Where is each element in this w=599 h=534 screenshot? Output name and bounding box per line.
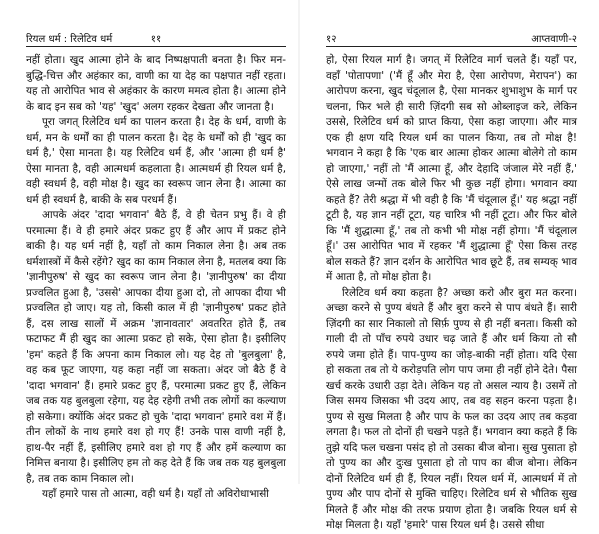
left-paragraph-1: नहीं होता। खुद आत्मा होने के बाद निष्पक्षपाती बनता है। फिर मन-बुद्धि-चित्त और अहंकार का, वाणी का या देह का पक्षपात नहीं रहता। यह तो आरोपित भाव से अहंकार के कारण ममत्व होता है। आत्मा होने के बाद इन सब को 'यह' 'खुद' अलग रहकर देखता और जानता है। [26, 54, 286, 113]
left-header-title: रियल धर्म : रिलेटिव धर्म [26, 34, 113, 45]
left-paragraph-4: यहाँ हमारे पास तो आत्मा, वही धर्म है। यहाँ तो अविरोधाभासी [42, 488, 269, 500]
left-paragraph-3: आपके अंदर 'दादा भगवान' बैठे हैं, वे ही चेतन प्रभु हैं। वे ही परमात्मा हैं। वे ही हमारे अंदर प्रकट हुए हैं और आप में प्रकट होने बाकी है। यह धर्म नहीं है, यहाँ तो काम निकाल लेना है। अब तक धर्मशास्त्रों में कैसे रहेंगे? खुद का काम निकाल लेना है, मतलब क्या कि 'ज्ञानीपुरुष' से खुद का स्वरूप जान लेना है। 'ज्ञानीपुरुष' का दीया प्रज्वलित हुआ है, 'उससे' आपका दीया हुआ दो, तो आपका दीया भी प्रज्वलित हो जाए। यह तो, किसी काल में ही 'ज्ञानीपुरुष' प्रकट होते हैं, दस लाख सालों में अक्रम 'ज्ञानावतार' अवतरित होते हैं, तब फटाफट मैं ही खुद का आत्मा प्रकट हो सके, ऐसा होता है। इसीलिए 'हम' कहते हैं कि अपना काम निकाल लो। यह देह तो 'बुलबुला' है, वह कब फूट जाएगा, यह कहा नहीं जा सकता। अंदर जो बैठे हैं वे 'दादा भगवान' हैं। हमारे प्रकट हुए हैं, परमात्मा प्रकट हुए हैं, लेकिन जब तक यह बुलबुला रहेगा, यह देह रहेगी तभी तक लोगों का कल्याण हो सकेगा। क्योंकि अंदर प्रकट हो चुके 'दादा भगवान' हमारे वश में हैं। तीन लोकों के नाथ हमारे वश हो गए हैं! उनके पास वाणी नहीं है, हाथ-पैर नहीं हैं, इसीलिए हमारे वश हो गए हैं और हमें कल्याण का निमित्त बनाया है। इसीलिए हम तो कह देते हैं कि जब तक यह बुलबुला है, तब तक काम निकाल लो। [26, 209, 286, 485]
book-gutter [298, 0, 300, 484]
right-page [303, 0, 599, 531]
left-page-header [26, 29, 286, 47]
right-page-number: १२ [326, 34, 337, 45]
left-page [0, 0, 296, 500]
left-paragraph-2: पूरा जगत् रिलेटिव धर्म का पालन करता है। देह के धर्म, वाणी के धर्म, मन के धर्मों का ही पालन करता है। देह के धर्मों को ही 'खुद का धर्म है,' ऐसा मानता है। यह रिलेटिव धर्म हैं, और 'आत्मा ही धर्म है' ऐसा मानता है, वही आत्मधर्म कहलाता है। आत्मधर्म ही रियल धर्म है, वही स्वधर्म है, वही मोक्ष है। खुद का स्वरूप जान लेना है। आत्मा का धर्म ही स्वधर्म है, बाकी के सब परधर्म हैं। [26, 116, 286, 206]
right-paragraph-1: हो, ऐसा रियल मार्ग है। जगत् में रिलेटिव मार्ग चलते हैं। यहाँ पर, वहाँ 'पोतापणा' ('मैं हूँ और मेरा है, ऐसा आरोपण, मेरापन') का आरोपण करना, खुद चंदूलाल है, ऐसा मानकर शुभाशुभ के मार्ग पर चलना, फिर भले ही सारी ज़िंदगी सब सो ओब्लाइज करे, लेकिन उससे, रिलेटिव धर्म को प्राप्त किया, ऐसा कहा जाएगा। और मात्र एक ही क्षण यदि रियल धर्म का पालन किया, तब तो मोक्ष है! भगवान ने कहा है कि 'एक बार आत्मा होकर आत्मा बोलेगे तो काम हो जाएगा,' नहीं तो 'मैं आत्मा हूँ, और देहादि जंजाल मेरे नहीं हैं,' ऐसे लाख जन्मों तक बोले फिर भी कुछ नहीं होगा। भगवान क्या कहते हैं? तेरी श्रद्धा में भी वही है कि 'मैं चंदूलाल हूँ।' यह श्रद्धा नहीं टूटी है, यह ज्ञान नहीं टूटा, यह चारित्र भी नहीं टूटा। और फिर बोले कि 'मैं शुद्धात्मा हूँ,' तब तो कभी भी मोक्ष नहीं होगा। 'मैं चंदूलाल हूँ।' उस आरोपित भाव में रहकर 'मैं शुद्धात्मा हूँ' ऐसा किस तरह बोल सकते हैं? ज्ञान दर्शन के आरोपित भाव छूटे हैं, तब सम्यक् भाव में आता है, तो मोक्ष होता है। [326, 54, 577, 283]
right-page-header [326, 29, 577, 47]
right-paragraph-2: रिलेटिव धर्म क्या कहता है? अच्छा करो और बुरा मत करना। अच्छा करने से पुण्य बंधते हैं और बुरा करने से पाप बंधते हैं। सारी ज़िंदगी का सार निकालो तो सिर्फ़ पुण्य से ही नहीं बनता। किसी को गाली दी तो पाँच रुपये उधार चढ़ जाते हैं और धर्म किया तो सौ रुपये जमा होते हैं। पाप-पुण्य का जोड़-बाकी नहीं होता। यदि ऐसा हो सकता तब तो ये करोड़पति लोग पाप जमा ही नहीं होने देते। पैसा खर्च करके उधारी उड़ा देते। लेकिन यह तो असल न्याय है। उसमें तो जिस समय जिसका भी उदय आए, तब वह सहन करना पड़ता है। पुण्य से सुख मिलता है और पाप के फल का उदय आए तब कड़वा लगता है। फल तो दोनों ही चखने पड़ते हैं। भगवान क्या कहते हैं कि तुझे यदि फल चखना पसंद हो तो उसका बीज बोना। सुख पुसाता हो तो पुण्य का और दुःख पुसाता हो तो पाप का बीज बोना। लेकिन दोनों रिलेटिव धर्म ही हैं, रियल नहीं। रियल धर्म में, आत्मधर्म में तो पुण्य और पाप दोनों से मुक्ति चाहिए। रिलेटिव धर्म से भौतिक सुख मिलते हैं और मोक्ष की तरफ प्रयाण होता है। जबकि रियल धर्म से मोक्ष मिलता है। यहाँ 'हमारे' पास रियल धर्म है। उससे सीधा [326, 286, 577, 531]
right-header-title: आप्तवाणी-२ [531, 34, 577, 45]
left-page-number: ११ [150, 34, 162, 45]
